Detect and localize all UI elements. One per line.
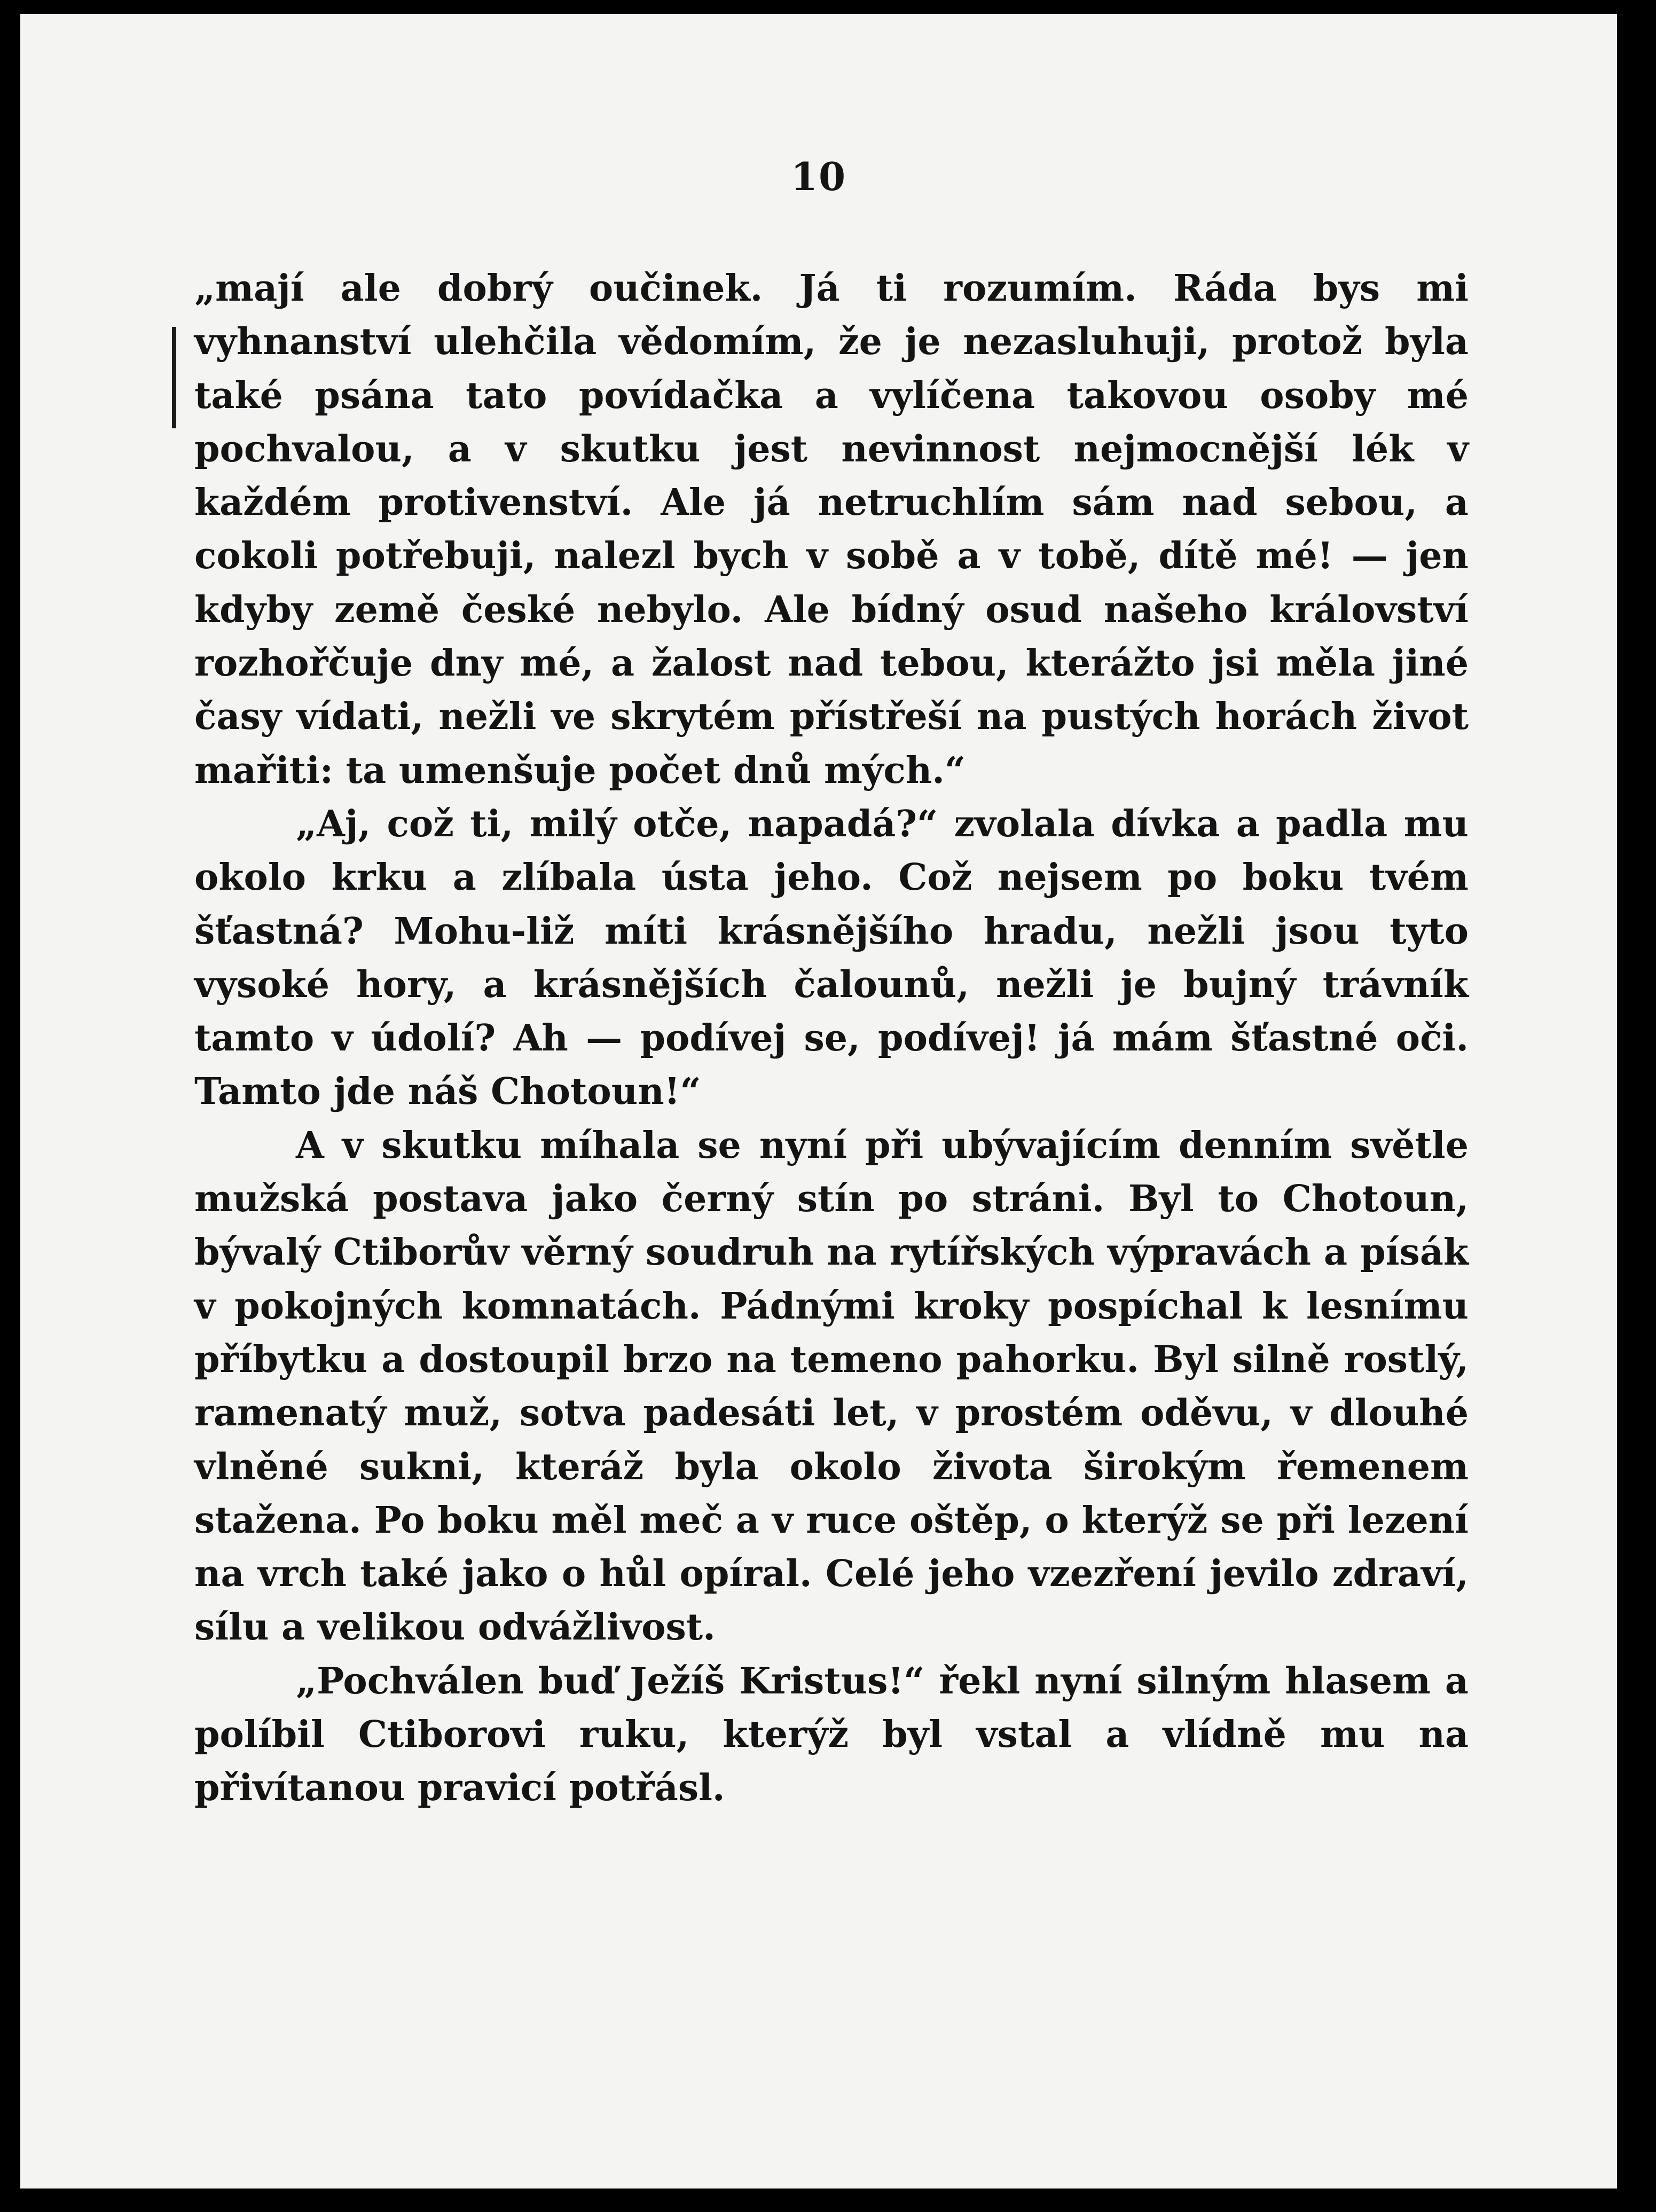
paragraph-1: „mají ale dobrý oučinek. Já ti rozumím. Ráda bys mi vyhnanství ulehčila vědomím, že je nezasluhuji, protož byla také psána tato povídačka a vylíčena takovou osoby mé pochvalou, a v skutku jest nevinnost nejmocnější lék v každém protivenství. Ale já netruchlím sám nad sebou, a cokoli potřebuji, nalezl bych v sobě a v tobě, dítě mé! — jen kdyby země české nebylo. Ale bídný osud našeho království rozhořčuje dny mé, a žalost nad tebou, kterážto jsi měla jiné časy vídati, nežli ve skrytém přístřeší na pustých horách život mařiti: ta umenšuje počet dnů mých.“ <box>194 267 1469 792</box>
page-number: 10 <box>790 154 847 199</box>
paragraph-4: „Pochválen buď Ježíš Kristus!“ řekl nyní silným hlasem a políbil Ctiborovi ruku, kterýž byl vstal a vlídně mu na přivítanou pravicí potřásl. <box>194 1659 1469 1810</box>
body-text <box>194 262 1469 1815</box>
margin-mark <box>172 327 176 428</box>
paragraph-3: A v skutku míhala se nyní při ubývajícím denním světle mužská postava jako černý stín po stráni. Byl to Chotoun, bývalý Ctiborův věrný soudruh na rytířských výpravách a písák v pokojných komnatách. Pádnými kroky pospíchal k lesnímu příbytku a dostoupil brzo na temeno pahorku. Byl silně rostlý, ramenatý muž, sotva padesáti let, v prostém oděvu, v dlouhé vlněné sukni, kteráž byla okolo života širokým řemenem stažena. Po boku měl meč a v ruce oštěp, o kterýž se při lezení na vrch také jako o hůl opíral. Celé jeho vzezření jevilo zdraví, sílu a velikou odvážlivost. <box>194 1124 1469 1649</box>
paragraph-2: „Aj, což ti, milý otče, napadá?“ zvolala dívka a padla mu okolo krku a zlíbala ústa jeho. Což nejsem po boku tvém šťastná? Mohu-liž míti krásnějšího hradu, nežli jsou tyto vysoké hory, a krásnějších čalounů, nežli je bujný trávník tamto v údolí? Ah — podívej se, podívej! já mám šťastné oči. Tamto jde náš Chotoun!“ <box>194 802 1469 1113</box>
paper-sheet <box>20 14 1617 2189</box>
